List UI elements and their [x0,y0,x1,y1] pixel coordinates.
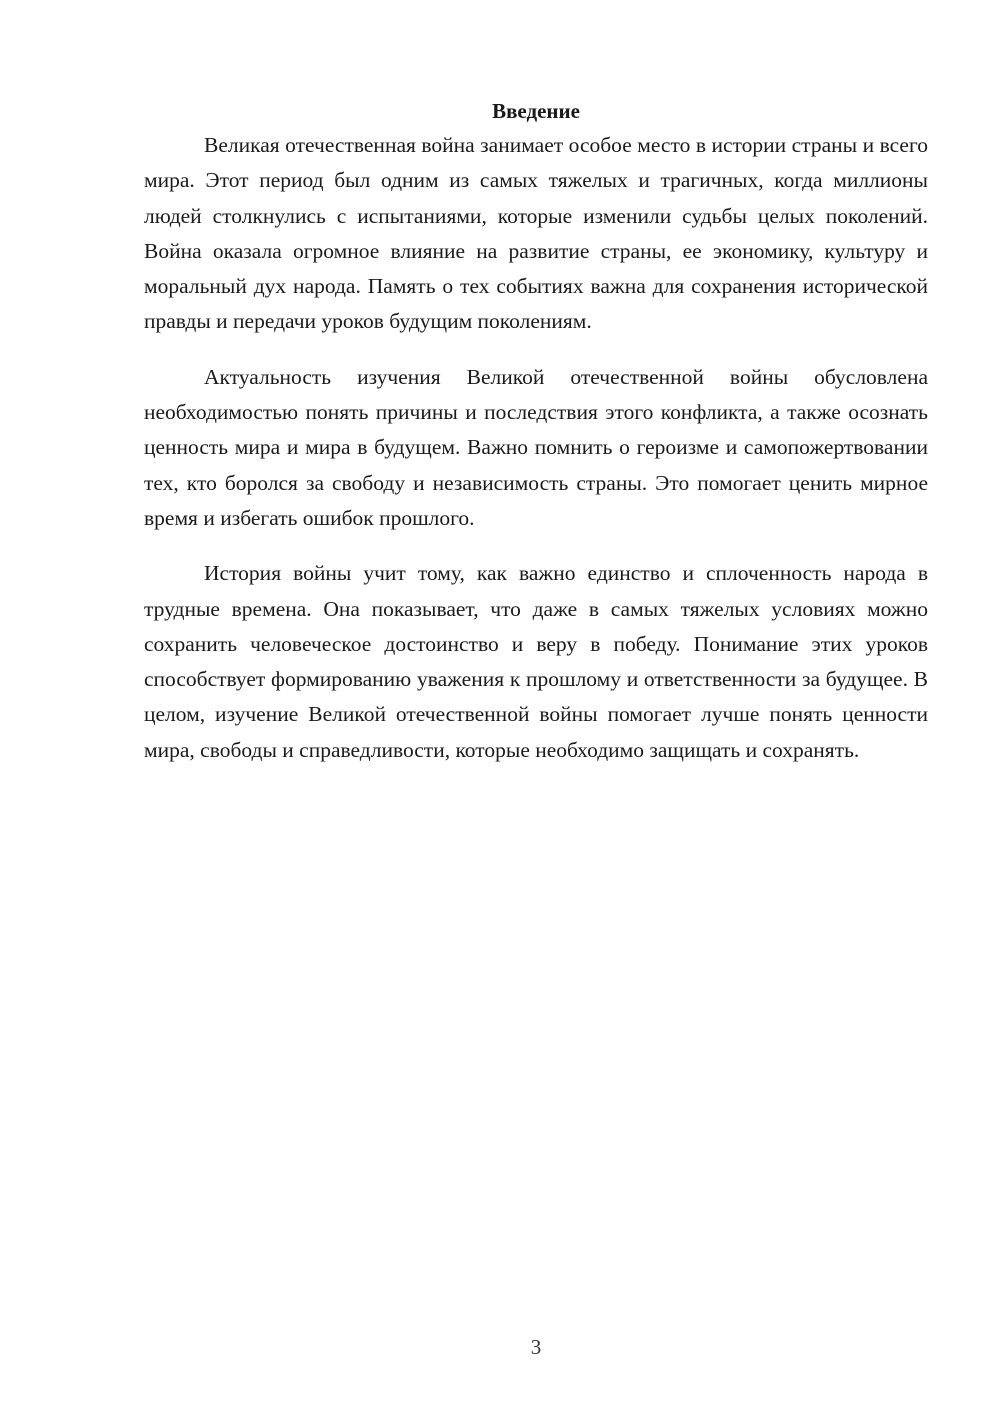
paragraph-intro: Великая отечественная война занимает особое место в истории страны и всего мира. Этот период был одним из самых тяжелых и трагичных, когда миллионы людей столкнулись с испытаниями, которые изменили судьбы целых поколений. Война оказала огромное влияние на развитие страны, ее экономику, культуру и моральный дух народа. Память о тех событиях важна для сохранения исторической правды и передачи уроков будущим поколениям. [144,133,928,334]
page-number: 3 [530,1335,542,1359]
section-heading: Введение [492,99,580,123]
paragraph-relevance: Актуальность изучения Великой отечественной войны обусловлена необходимостью понять причины и последствия этого конфликта, а также осознать ценность мира и мира в будущем. Важно помнить о героизме и самопожертвовании тех, кто боролся за свободу и независимость страны. Это помогает ценить мирное время и избегать ошибок прошлого. [144,364,928,530]
paragraph-lessons: История войны учит тому, как важно единство и сплоченность народа в трудные времена. Она показывает, что даже в самых тяжелых условиях можно сохранить человеческое достоинство и веру в победу. Понимание этих уроков способствует формированию уважения к прошлому и ответственности за будущее. В целом, изучение Великой отечественной войны помогает лучше понять ценности мира, свободы и справедливости, которые необходимо защищать и сохранять. [144,561,928,762]
page-content [144,96,928,788]
